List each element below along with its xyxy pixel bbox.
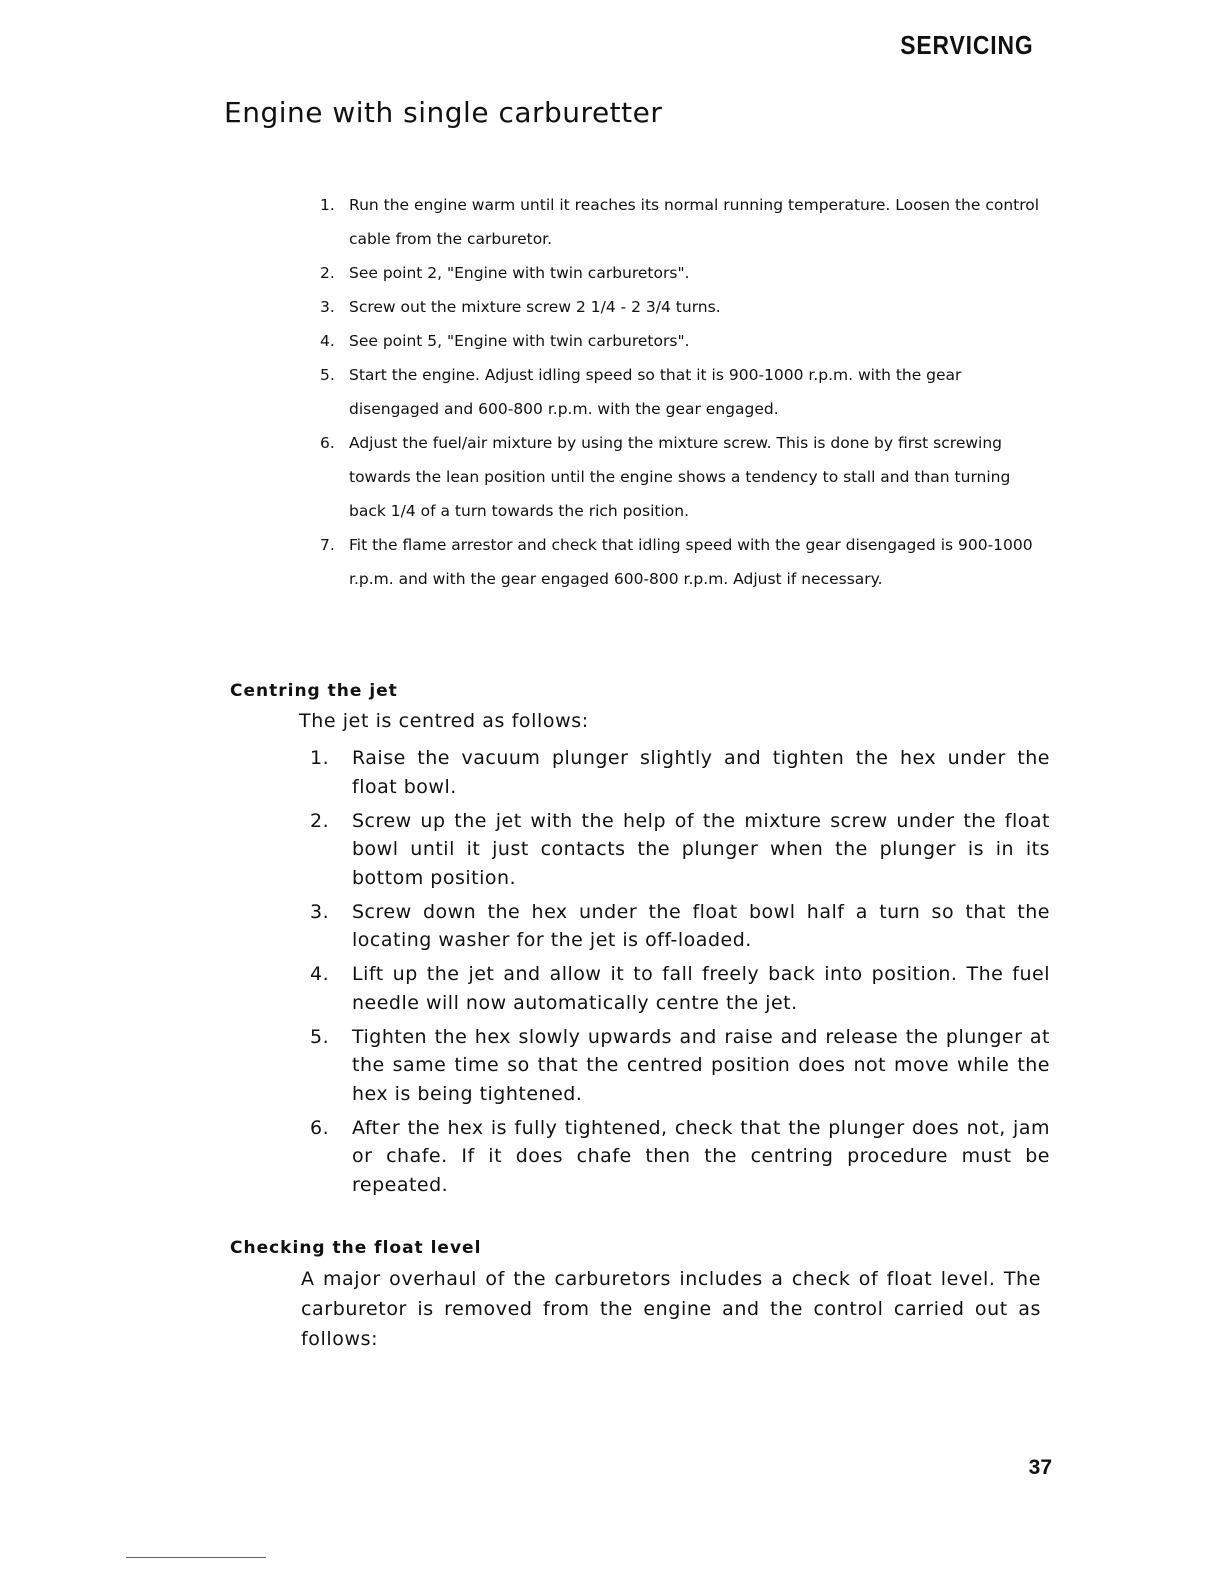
step-number: 7. xyxy=(320,536,335,554)
step-number: 4. xyxy=(310,963,330,985)
centring-step xyxy=(310,1023,1050,1109)
step-number: 3. xyxy=(320,298,335,316)
step-number: 1. xyxy=(310,747,330,769)
centring-step xyxy=(310,744,1050,801)
procedure-list xyxy=(320,188,1040,596)
step-text: Raise the vacuum plunger slightly and tighten the hex under the float bowl. xyxy=(352,747,1050,798)
step-number: 1. xyxy=(320,196,335,214)
centring-step xyxy=(310,807,1050,893)
centring-intro: The jet is centred as follows: xyxy=(299,710,589,732)
step-number: 3. xyxy=(310,900,330,923)
step-text: See point 5, "Engine with twin carburetors". xyxy=(349,332,690,350)
step-number: 6. xyxy=(320,434,335,452)
procedure-step xyxy=(320,324,1040,358)
procedure-step xyxy=(320,256,1040,290)
page-number: 37 xyxy=(1028,1456,1052,1479)
step-text: Screw out the mixture screw 2 1/4 - 2 3/4 turns. xyxy=(349,298,721,316)
step-text: Adjust the fuel/air mixture by using the mixture screw. This is done by first screwing towards the lean position until the engine shows a tendency to stall and than turning back 1/4 of a turn towards the rich position. xyxy=(349,434,1011,520)
centring-step xyxy=(310,960,1050,1017)
step-number: 4. xyxy=(320,332,335,350)
centring-heading: Centring the jet xyxy=(230,681,398,701)
procedure-step xyxy=(320,528,1040,596)
procedure-step xyxy=(320,358,1040,426)
step-text: Screw down the hex under the float bowl half a turn so that the locating washer for the jet is off-loaded. xyxy=(352,900,1050,951)
step-text: Screw up the jet with the help of the mixture screw under the float bowl until it just contacts the plunger when the plunger is in its bottom position. xyxy=(352,809,1050,889)
centring-step xyxy=(310,1114,1050,1200)
step-text: Fit the flame arrestor and check that idling speed with the gear disengaged is 900-1000 r.p.m. and with the gear engaged 600-800 r.p.m. Adjust if necessary. xyxy=(349,536,1033,588)
step-number: 5. xyxy=(310,1025,330,1048)
step-text: Lift up the jet and allow it to fall freely back into position. The fuel needle will now automatically centre the jet. xyxy=(352,963,1050,1014)
procedure-step xyxy=(320,426,1040,528)
running-head: SERVICING xyxy=(900,30,1034,60)
step-number: 2. xyxy=(320,264,335,282)
step-number: 2. xyxy=(310,809,330,832)
step-text: Start the engine. Adjust idling speed so that it is 900-1000 r.p.m. with the gear disengaged and 600-800 r.p.m. with the gear engaged. xyxy=(349,366,962,418)
step-text: See point 2, "Engine with twin carburetors". xyxy=(349,264,690,282)
procedure-step xyxy=(320,290,1040,324)
step-number: 5. xyxy=(320,366,335,384)
centring-steps xyxy=(310,744,1050,1205)
float-level-paragraph: A major overhaul of the carburetors includes a check of float level. The carburetor is removed from the engine and the control carried out as follows: xyxy=(301,1268,1041,1350)
procedure-step xyxy=(320,188,1040,256)
step-text: Run the engine warm until it reaches its normal running temperature. Loosen the control cable from the carburetor. xyxy=(349,196,1040,248)
centring-step xyxy=(310,898,1050,955)
section-title: Engine with single carburetter xyxy=(224,96,663,129)
footer-rule xyxy=(126,1557,266,1558)
float-level-heading: Checking the float level xyxy=(230,1238,482,1258)
step-text: Tighten the hex slowly upwards and raise and release the plunger at the same time so that the centred position does not move while the hex is being tightened. xyxy=(352,1025,1050,1105)
step-number: 6. xyxy=(310,1116,330,1139)
step-text: After the hex is fully tightened, check that the plunger does not, jam or chafe. If it does chafe then the centring procedure must be repeated. xyxy=(352,1116,1050,1196)
